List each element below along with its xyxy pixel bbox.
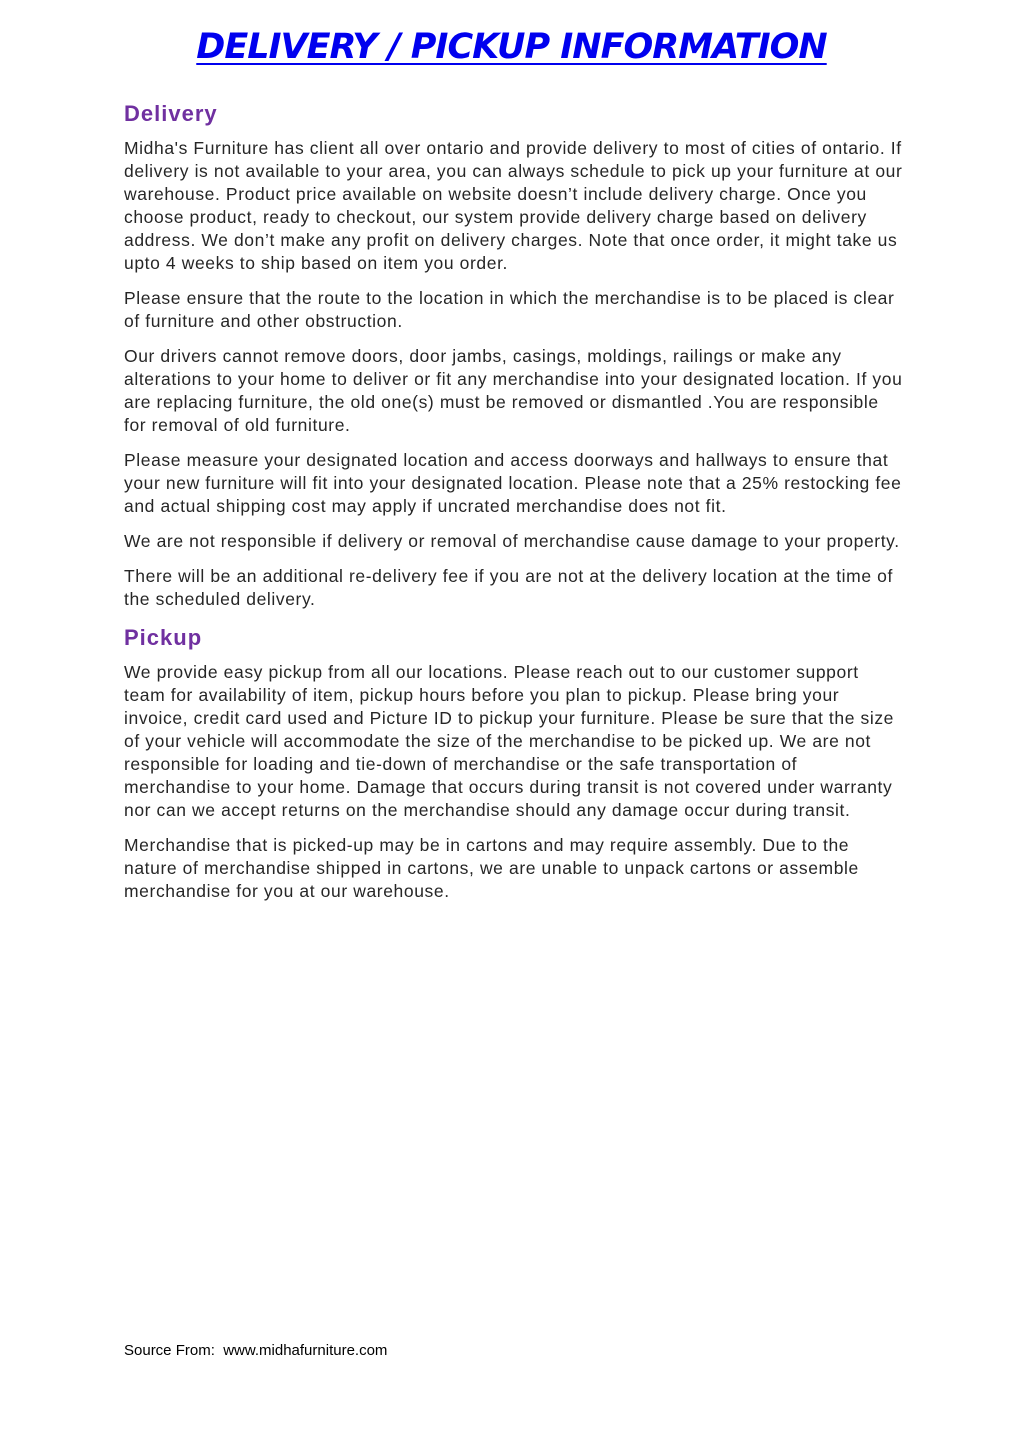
delivery-paragraph: Our drivers cannot remove doors, door jambs, casings, moldings, railings or make any alterations to your home to deliver or fit any merchandise into your designated location. If you are replacing furniture, the old one(s) must be removed or dismantled .You are responsible for removal of old furniture. [124, 346, 903, 435]
delivery-paragraph: Please measure your designated location and access doorways and hallways to ensure that your new furniture will fit into your designated location. Please note that a 25% restocking fee and actual shipping cost may apply if uncrated merchandise does not fit. [124, 450, 902, 516]
pickup-section [124, 624, 904, 903]
delivery-paragraph: Midha's Furniture has client all over ontario and provide delivery to most of cities of ontario. If delivery is not available to your area, you can always schedule to pick up your furniture at our warehouse. Product price available on website doesn’t include delivery charge. Once you choose product, ready to checkout, our system provide delivery charge based on delivery address. We don’t make any profit on delivery charges. Note that once order, it might take us upto 4 weeks to ship based on item you order. [124, 138, 903, 273]
delivery-section [124, 100, 904, 611]
pickup-heading: Pickup [124, 625, 203, 650]
delivery-paragraph: There will be an additional re-delivery fee if you are not at the delivery location at the time of the scheduled delivery. [124, 566, 893, 609]
delivery-paragraph: Please ensure that the route to the location in which the merchandise is to be placed is clear of furniture and other obstruction. [124, 288, 895, 331]
source-footer: Source From: www.midhafurniture.com [124, 1342, 388, 1359]
document-body [124, 100, 904, 915]
pickup-paragraph: We provide easy pickup from all our locations. Please reach out to our customer support team for availability of item, pickup hours before you plan to pickup. Please bring your invoice, credit card used and Picture ID to pickup your furniture. Please be sure that the size of your vehicle will accommodate the size of the merchandise to be picked up. We are not responsible for loading and tie-down of merchandise or the safe transportation of merchandise to your home. Damage that occurs during transit is not covered under warranty nor can we accept returns on the merchandise should any damage occur during transit. [124, 662, 895, 820]
delivery-heading: Delivery [124, 101, 218, 126]
delivery-paragraph: We are not responsible if delivery or removal of merchandise cause damage to your property. [124, 531, 900, 551]
page-title: DELIVERY / PICKUP INFORMATION [196, 27, 827, 67]
pickup-paragraph: Merchandise that is picked-up may be in cartons and may require assembly. Due to the nature of merchandise shipped in cartons, we are unable to unpack cartons or assemble merchandise for you at our warehouse. [124, 835, 859, 901]
